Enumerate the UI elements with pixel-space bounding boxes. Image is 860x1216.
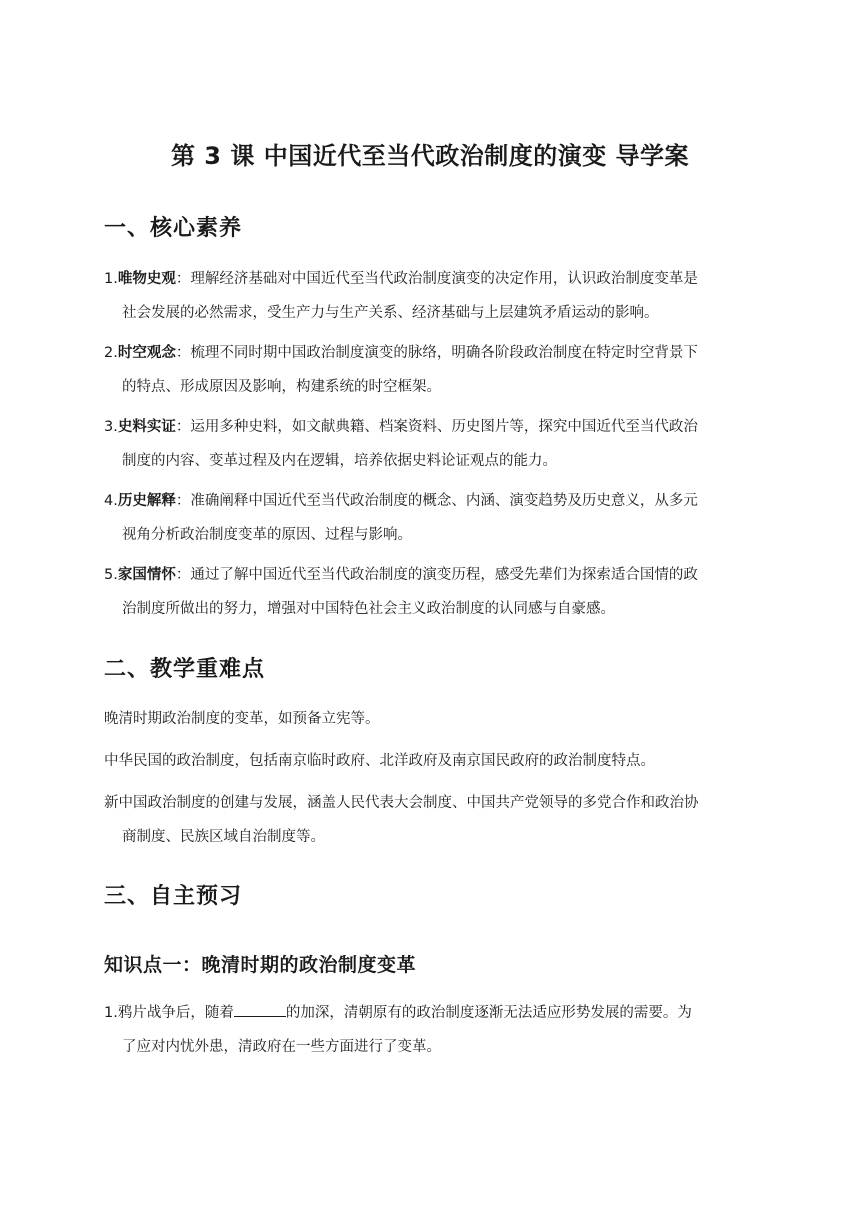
paragraph — [104, 702, 759, 736]
question-text: 1.鸦片战争后，随着 — [104, 1005, 234, 1021]
item-text: ：梳理不同时期中国政治制度演变的脉络，明确各阶段政治制度在特定时空背景下 — [175, 345, 698, 361]
item-term: 史料实证 — [117, 419, 176, 435]
item-number: 5. — [104, 567, 118, 583]
subsection-heading: 知识点一：晚清时期的政治制度变革 — [104, 954, 417, 976]
item-text-continued: 的特点、形成原因及影响，构建系统的时空框架。 — [122, 379, 441, 395]
item-term: 家国情怀 — [117, 567, 176, 583]
item-number: 2. — [104, 345, 118, 361]
list-item — [104, 262, 759, 330]
item-number: 3. — [104, 419, 118, 435]
fill-in-blank[interactable] — [234, 1000, 286, 1017]
item-text-continued: 视角分析政治制度变革的原因、过程与影响。 — [122, 527, 412, 543]
item-text-continued: 治制度所做出的努力，增强对中国特色社会主义政治制度的认同感与自豪感。 — [122, 601, 615, 617]
list-item — [104, 484, 759, 552]
item-text: ：准确阐释中国近代至当代政治制度的概念、内涵、演变趋势及历史意义，从多元 — [175, 493, 698, 509]
item-number: 1. — [104, 271, 118, 287]
section-heading-core-literacy: 一、核心素养 — [104, 216, 243, 241]
item-number: 4. — [104, 493, 118, 509]
paragraph — [104, 744, 759, 778]
section-heading-self-study: 三、自主预习 — [104, 884, 243, 909]
document-title: 第 3 课 中国近代至当代政治制度的演变 导学案 — [170, 142, 690, 170]
question-item — [104, 996, 759, 1064]
list-item — [104, 558, 759, 626]
item-text: ：理解经济基础对中国近代至当代政治制度演变的决定作用，认识政治制度变革是 — [175, 271, 698, 287]
question-text: 的加深，清朝原有的政治制度逐渐无法适应形势发展的需要。为 — [285, 1005, 692, 1021]
paragraph-text-continued: 商制度、民族区域自治制度等。 — [122, 829, 325, 845]
question-text-continued: 了应对内忧外患，清政府在一些方面进行了变革。 — [122, 1039, 441, 1055]
list-item — [104, 336, 759, 404]
item-term: 历史解释 — [117, 493, 176, 509]
item-text-continued: 社会发展的必然需求，受生产力与生产关系、经济基础与上层建筑矛盾运动的影响。 — [122, 305, 659, 321]
list-item — [104, 410, 759, 478]
item-text: ：运用多种史料，如文献典籍、档案资料、历史图片等，探究中国近代至当代政治 — [175, 419, 698, 435]
paragraph-text: 中华民国的政治制度，包括南京临时政府、北洋政府及南京国民政府的政治制度特点。 — [104, 753, 655, 769]
paragraph — [104, 786, 759, 854]
item-term: 唯物史观 — [117, 271, 176, 287]
paragraph-text: 晚清时期政治制度的变革，如预备立宪等。 — [104, 711, 380, 727]
section-heading-key-points: 二、教学重难点 — [104, 657, 266, 682]
item-text-continued: 制度的内容、变革过程及内在逻辑，培养依据史料论证观点的能力。 — [122, 453, 557, 469]
item-text: ：通过了解中国近代至当代政治制度的演变历程，感受先辈们为探索适合国情的政 — [175, 567, 698, 583]
paragraph-text: 新中国政治制度的创建与发展，涵盖人民代表大会制度、中国共产党领导的多党合作和政治协 — [104, 795, 699, 811]
item-term: 时空观念 — [117, 345, 176, 361]
